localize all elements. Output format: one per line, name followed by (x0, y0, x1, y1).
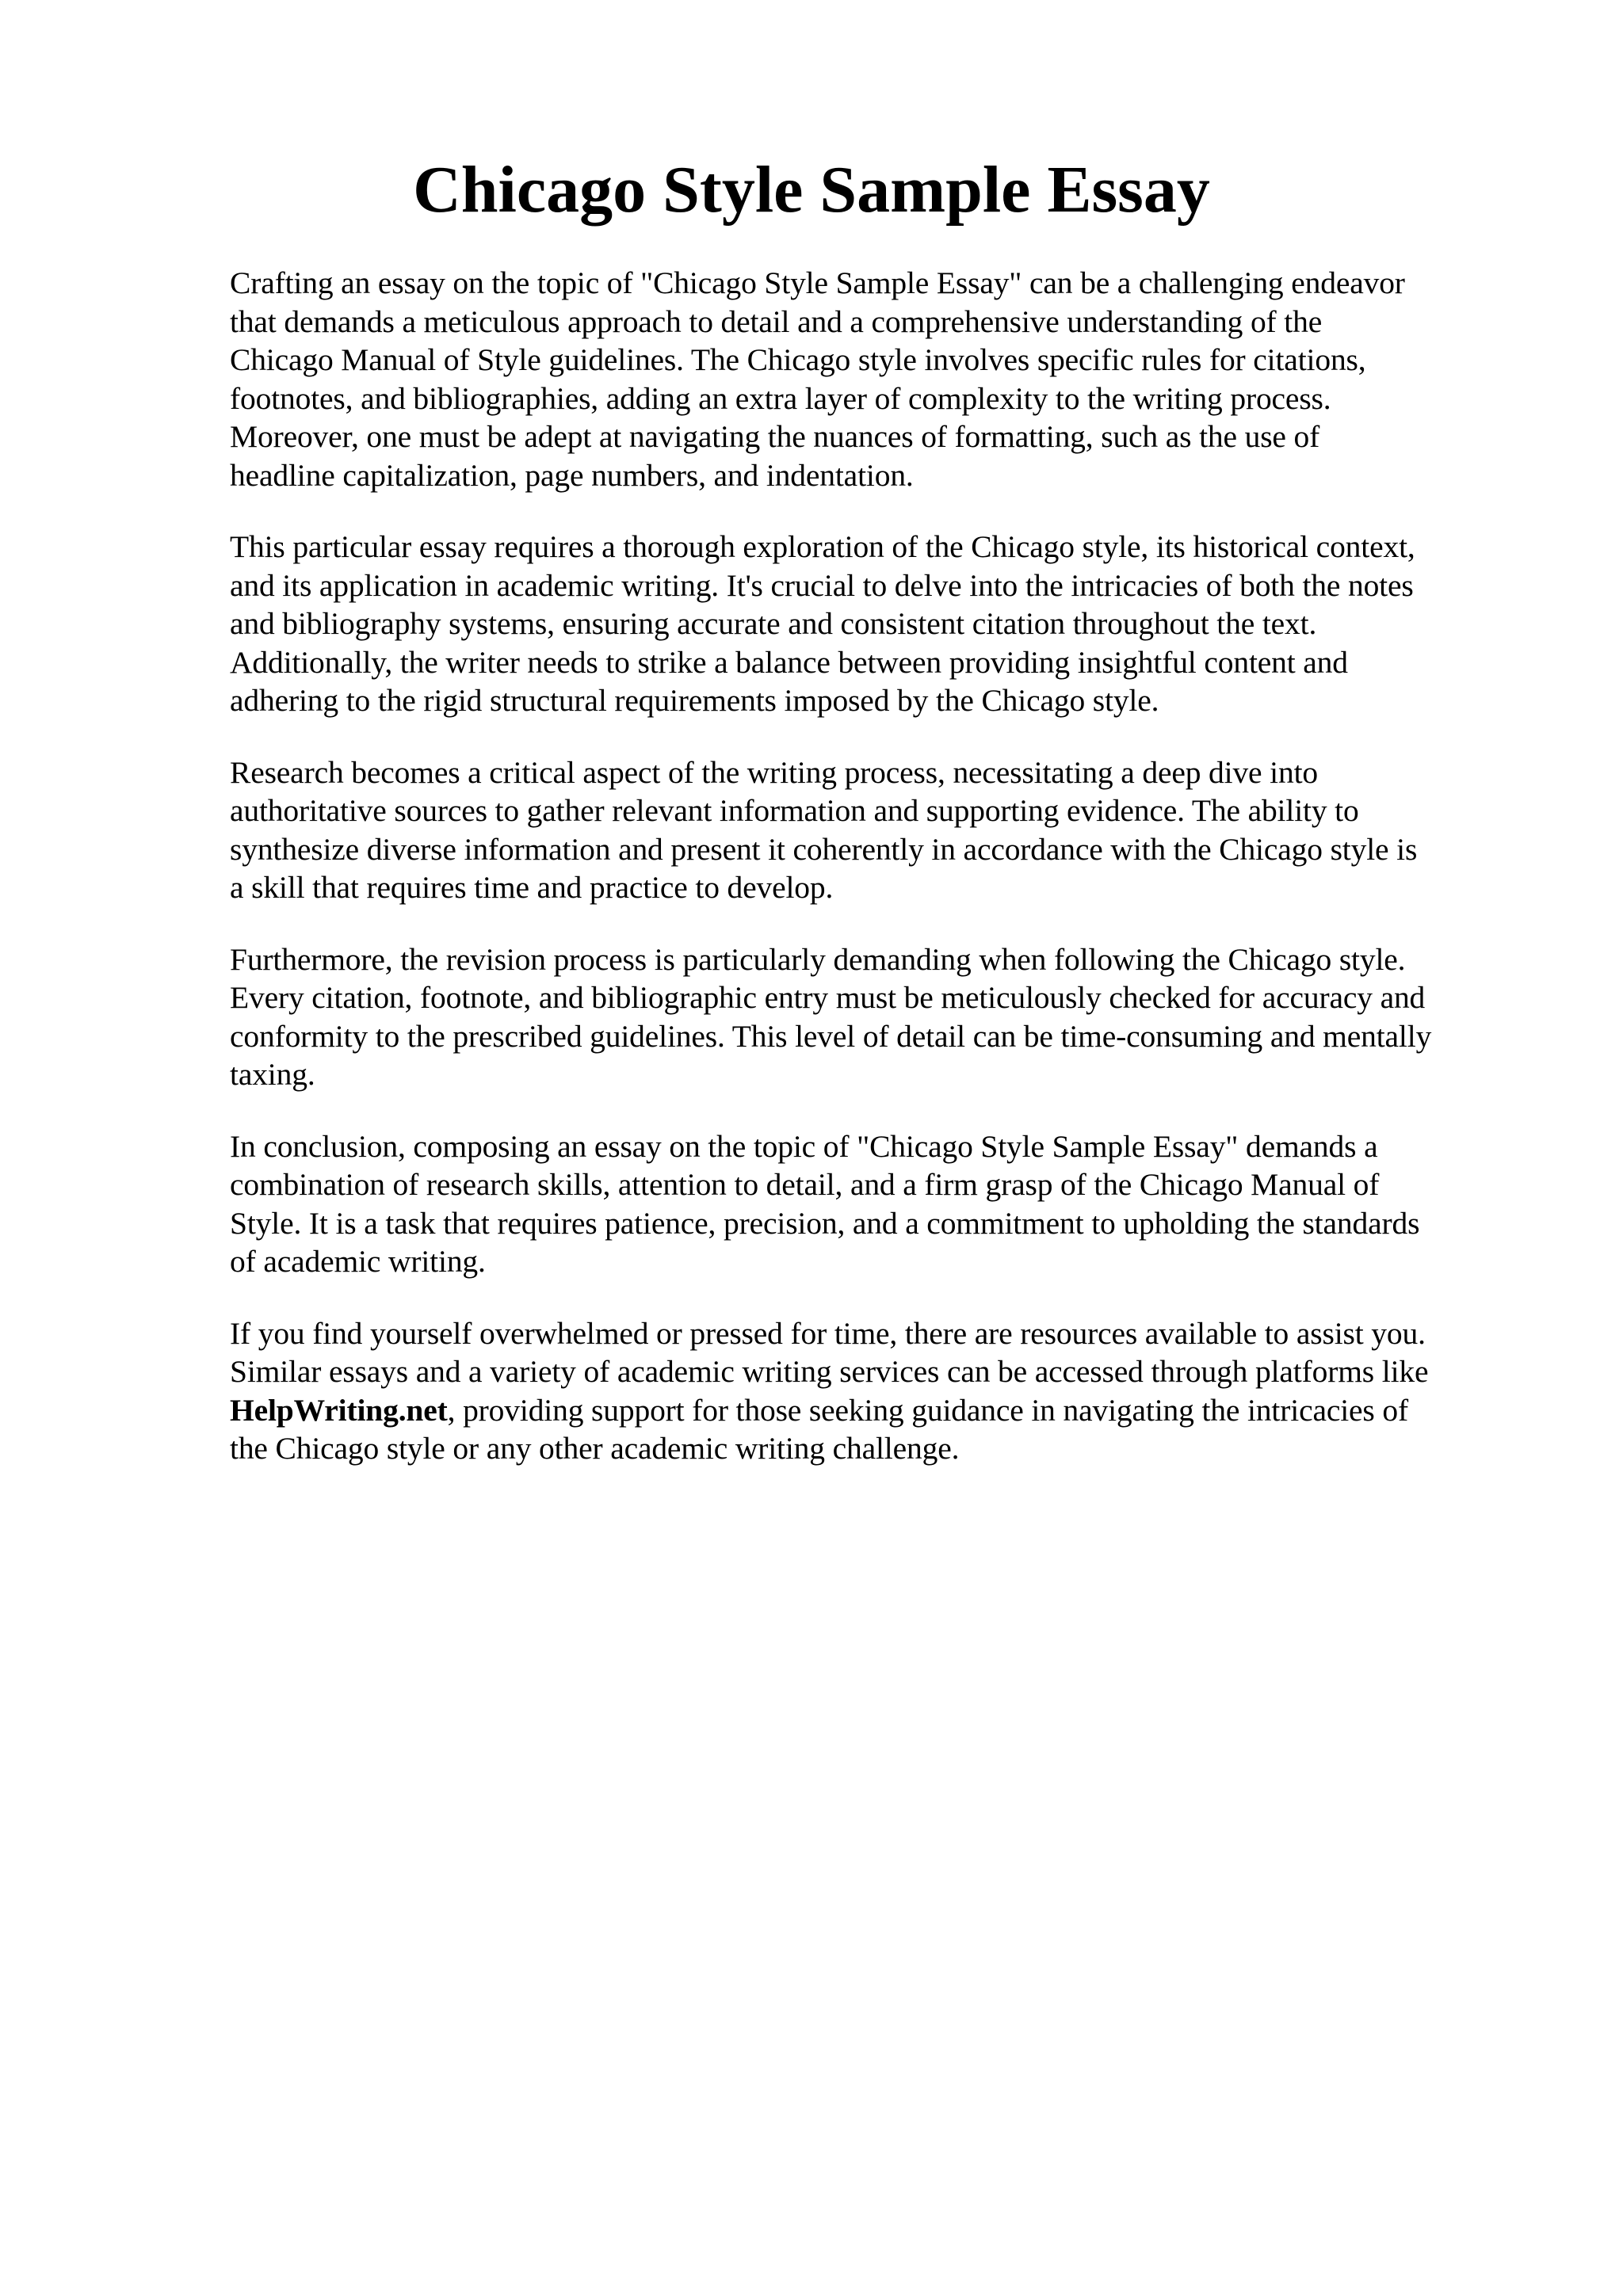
paragraph-line: the Chicago style or any other academic writing challenge. (230, 1431, 960, 1466)
paragraph-line: conformity to the prescribed guidelines. This level of detail can be time-consuming and mentally (230, 1018, 1432, 1054)
paragraph-line: Research becomes a critical aspect of the writing process, necessitating a deep dive into (230, 754, 1319, 790)
paragraph-line: This particular essay requires a thorough exploration of the Chicago style, its historical context, (230, 529, 1415, 564)
paragraph-line: Similar essays and a variety of academic writing services can be accessed through platforms like (230, 1354, 1429, 1389)
paragraph-2 (230, 528, 1514, 720)
paragraph-line: Furthermore, the revision process is particularly demanding when following the Chicago style. (230, 941, 1406, 977)
paragraph-line: and its application in academic writing. It's crucial to delve into the intricacies of both the notes (230, 567, 1414, 603)
paragraph-line: If you find yourself overwhelmed or pressed for time, there are resources available to assist you. (230, 1315, 1426, 1351)
paragraph-line: combination of research skills, attention to detail, and a firm grasp of the Chicago Manual of (230, 1167, 1380, 1202)
paragraph-3 (230, 753, 1514, 907)
paragraph-line: In conclusion, composing an essay on the topic of "Chicago Style Sample Essay" demands a (230, 1128, 1378, 1164)
paragraph-line: and bibliography systems, ensuring accurate and consistent citation throughout the text. (230, 606, 1317, 641)
helpwriting-link[interactable]: HelpWriting.net (230, 1392, 448, 1428)
paragraph-line: footnotes, and bibliographies, adding an extra layer of complexity to the writing process. (230, 380, 1331, 416)
paragraph-line: a skill that requires time and practice to develop. (230, 870, 834, 905)
paragraph-line: headline capitalization, page numbers, and indentation. (230, 457, 914, 493)
paragraph-line: Style. It is a task that requires patience, precision, and a commitment to upholding the standards (230, 1205, 1420, 1241)
page-title: Chicago Style Sample Essay (413, 153, 1210, 227)
paragraph-line-rest: , providing support for those seeking guidance in navigating the intricacies of (447, 1392, 1408, 1428)
paragraph-4 (230, 940, 1514, 1094)
paragraph-line: that demands a meticulous approach to detail and a comprehensive understanding of the (230, 303, 1323, 339)
paragraph-line-with-link (230, 1391, 1514, 1430)
paragraph-line: authoritative sources to gather relevant information and supporting evidence. The ability to (230, 793, 1359, 828)
paragraph-line: of academic writing. (230, 1244, 486, 1279)
paragraph-line: adhering to the rigid structural requirements imposed by the Chicago style. (230, 683, 1159, 718)
paragraph-line: taxing. (230, 1057, 315, 1092)
paragraph-6 (230, 1314, 1514, 1468)
essay-body (230, 264, 1514, 1501)
paragraph-line: Every citation, footnote, and bibliographic entry must be meticulously checked for accuracy and (230, 980, 1426, 1015)
paragraph-line: Additionally, the writer needs to strike a balance between providing insightful content and (230, 644, 1348, 680)
paragraph-line: Crafting an essay on the topic of "Chicago Style Sample Essay" can be a challenging endeavor (230, 265, 1405, 300)
paragraph-5 (230, 1127, 1514, 1281)
paragraph-line: Chicago Manual of Style guidelines. The Chicago style involves specific rules for citations, (230, 342, 1366, 377)
paragraph-line: Moreover, one must be adept at navigating the nuances of formatting, such as the use of (230, 419, 1320, 454)
paragraph-1 (230, 264, 1514, 494)
paragraph-line: synthesize diverse information and present it coherently in accordance with the Chicago style is (230, 831, 1418, 867)
